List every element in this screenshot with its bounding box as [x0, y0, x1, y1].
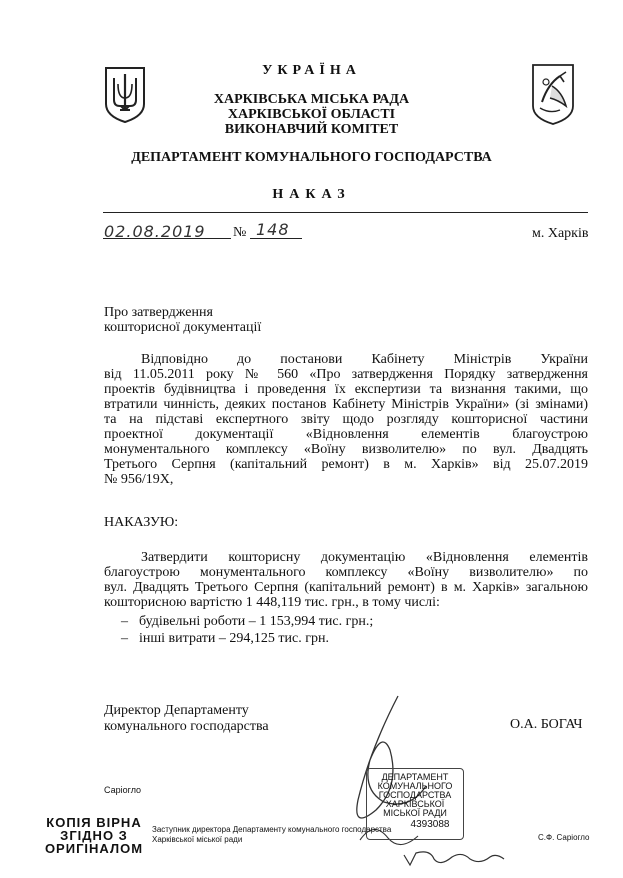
preamble-line: монументального комплексу «Воїну визволителю» по вул. Двадцять	[104, 442, 588, 457]
council-name-line3: ВИКОНАВЧИЙ КОМІТЕТ	[224, 122, 399, 137]
item-dash: –	[121, 631, 128, 646]
signer-name: О.А. БОГАЧ	[510, 717, 583, 732]
seal-line: МІСЬКОЇ РАДИ	[383, 808, 447, 818]
seal-line: ГОСПОДАРСТВА	[378, 790, 452, 800]
council-name-line1: ХАРКІВСЬКА МІСЬКА РАДА	[213, 92, 410, 107]
seal-line: КОМУНАЛЬНОГО	[377, 781, 453, 791]
preamble-line: Третього Серпня (капітальний ремонт) в м. Харків» від 25.07.2019	[104, 457, 588, 472]
document-type-title: НАКАЗ	[272, 187, 351, 202]
order-number-label: №	[233, 225, 247, 240]
order-line: Затвердити кошторисну документацію «Відновлення елементів	[141, 550, 588, 565]
subject-line2: кошторисної документації	[104, 320, 262, 335]
seal-line: ХАРКІВСЬКОЇ	[385, 799, 445, 809]
preamble-paragraph	[104, 352, 588, 487]
copy-stamp-line2: ЗГІДНО З	[60, 828, 128, 843]
order-line: вул. Двадцять Третього Серпня (капітальний ремонт) в м. Харків» загальною	[104, 580, 588, 595]
preamble-line: проектної документації «Відновлення елементів благоустрою	[104, 427, 588, 442]
preamble-line: Відповідно до постанови Кабінету Міністрів України	[141, 352, 588, 367]
preamble-line: втратили чинність, деяких постанов Кабінету Міністрів України» (зі змінами)	[104, 397, 588, 412]
signer-position-line2: комунального господарства	[104, 719, 269, 734]
subject-line1: Про затвердження	[104, 305, 213, 320]
order-word: НАКАЗУЮ:	[104, 515, 179, 530]
executor-name: Саріогло	[104, 785, 142, 795]
country-title: УКРАЇНА	[262, 63, 361, 78]
preamble-line: та на підставі експертного звіту щодо розгляду кошторисної частини	[104, 412, 588, 427]
seal-code: 4393088	[410, 819, 450, 830]
order-line: благоустрою монументального комплексу «Воїну визволителю» по	[104, 565, 588, 580]
order-paragraph	[104, 550, 588, 610]
header-divider	[103, 212, 588, 213]
order-date: 02.08.2019	[104, 222, 206, 241]
preamble-line: № 956/19Х,	[104, 472, 174, 487]
preamble-line: проектів будівництва і проведення їх експертизи та визнання такими, що	[104, 382, 588, 397]
list-item: інші витрати – 294,125 тис. грн.	[139, 631, 329, 646]
signer-position-line1: Директор Департаменту	[104, 703, 249, 718]
preamble-line: від 11.05.2011 року № 560 «Про затвердження Порядку затвердження	[104, 367, 588, 382]
seal-line: ДЕПАРТАМЕНТ	[381, 772, 449, 782]
order-number: 148	[256, 220, 290, 239]
copy-stamp-line1: КОПІЯ ВІРНА	[46, 815, 142, 830]
item-dash: –	[121, 614, 128, 629]
copy-stamp-line3: ОРИГІНАЛОМ	[44, 841, 144, 856]
council-name-line2: ХАРКІВСЬКОЇ ОБЛАСТІ	[227, 107, 396, 122]
order-city: м. Харків	[532, 226, 589, 241]
department-title: ДЕПАРТАМЕНТ КОМУНАЛЬНОГО ГОСПОДАРСТВА	[131, 150, 492, 165]
copy-stamp	[40, 816, 148, 855]
certify-name: С.Ф. Саріогло	[538, 833, 590, 842]
certify-signature-icon	[400, 845, 510, 871]
certify-position-line1: Заступник директора Департаменту комунального господарства	[152, 825, 392, 834]
order-line: кошторисною вартістю 1 448,119 тис. грн., в тому числі:	[104, 595, 440, 610]
number-underline	[250, 238, 302, 239]
date-underline	[103, 238, 231, 239]
department-seal	[366, 768, 464, 840]
list-item: будівельні роботи – 1 153,994 тис. грн.;	[139, 614, 374, 629]
certify-position-line2: Харківської міської ради	[152, 835, 243, 844]
